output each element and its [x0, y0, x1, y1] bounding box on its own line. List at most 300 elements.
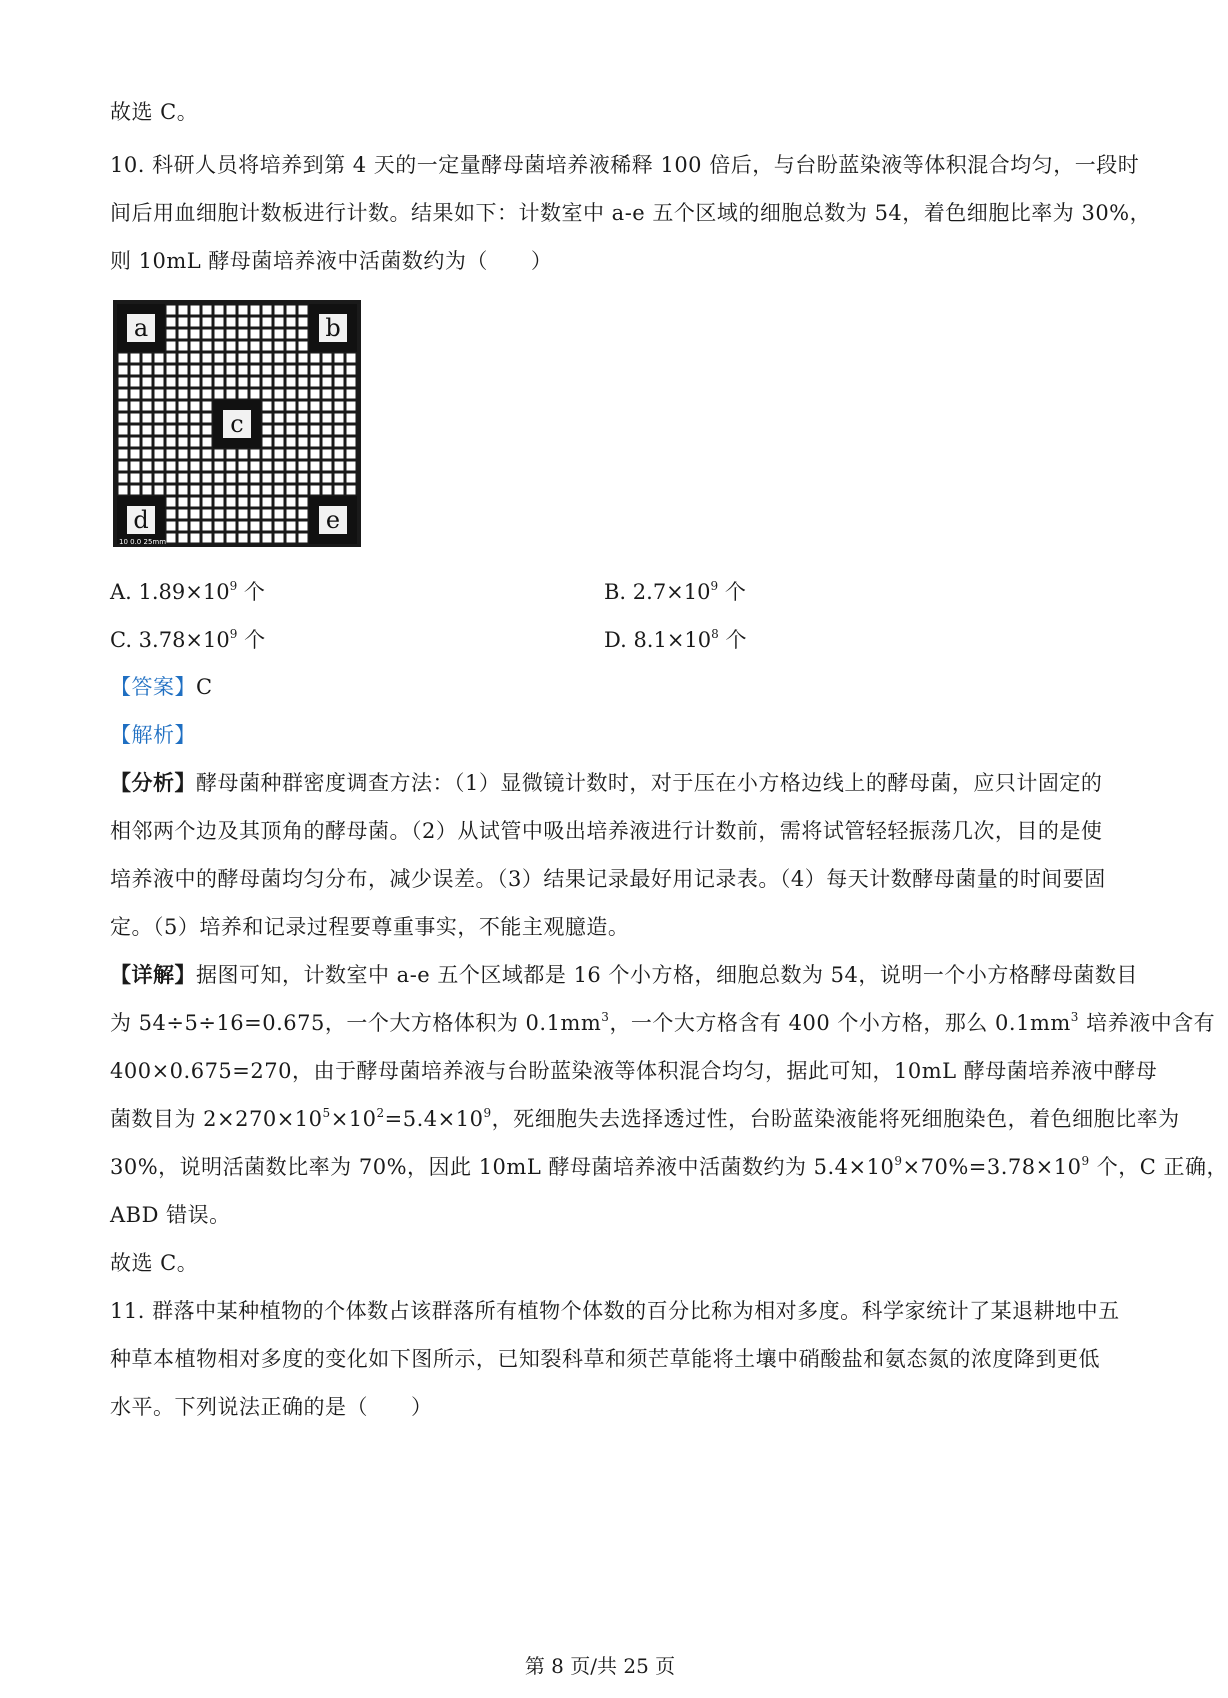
grid-small-square	[311, 462, 320, 471]
grid-small-square	[227, 330, 236, 339]
grid-small-square	[251, 522, 260, 531]
grid-small-square	[239, 366, 248, 375]
grid-small-square	[203, 450, 212, 459]
grid-small-square	[347, 378, 356, 387]
grid-small-square	[143, 474, 152, 483]
page-footer: 第 8 页/共 25 页	[524, 1654, 676, 1678]
grid-small-square	[287, 522, 296, 531]
option-a[interactable]	[110, 577, 265, 607]
grid-small-square	[299, 426, 308, 435]
grid-small-square	[143, 390, 152, 399]
grid-small-square	[215, 342, 224, 351]
grid-small-square	[263, 522, 272, 531]
grid-small-square	[179, 486, 188, 495]
grid-small-square	[131, 378, 140, 387]
grid-small-square	[131, 450, 140, 459]
grid-small-square	[251, 330, 260, 339]
grid-small-square	[119, 366, 128, 375]
grid-small-square	[263, 342, 272, 351]
grid-small-square	[287, 426, 296, 435]
grid-small-square	[275, 318, 284, 327]
grid-small-square	[299, 474, 308, 483]
grid-small-square	[251, 450, 260, 459]
grid-small-square	[299, 438, 308, 447]
xiangjie-text-2c: ，一个大方格含有 400 个小方格，那么 0.1mm	[609, 1011, 1071, 1035]
grid-small-square	[227, 534, 236, 543]
grid-small-square	[131, 414, 140, 423]
grid-small-square	[143, 450, 152, 459]
xiangjie-line-3: 400×0.675=270，由于酵母菌培养液与台盼蓝染液等体积混合均匀，据此可知，10mL 酵母菌培养液中酵母	[110, 1059, 1158, 1083]
grid-small-square	[299, 390, 308, 399]
grid-small-square	[167, 354, 176, 363]
grid-small-square	[203, 342, 212, 351]
grid-small-square	[155, 486, 164, 495]
grid-small-square	[191, 474, 200, 483]
grid-small-square	[311, 414, 320, 423]
analysis-tag: 【解析】	[110, 723, 196, 747]
grid-small-square	[167, 402, 176, 411]
grid-small-square	[179, 402, 188, 411]
grid-small-square	[275, 342, 284, 351]
xiangjie-sup-4f: 9	[483, 1106, 492, 1120]
grid-small-square	[179, 378, 188, 387]
grid-small-square	[275, 474, 284, 483]
option-d-text: D. 8.1×10	[604, 628, 712, 652]
grid-small-square	[239, 342, 248, 351]
grid-small-square	[347, 450, 356, 459]
grid-small-square	[143, 414, 152, 423]
grid-small-square	[119, 450, 128, 459]
grid-small-square	[335, 462, 344, 471]
grid-small-square	[323, 462, 332, 471]
grid-small-square	[131, 474, 140, 483]
grid-small-square	[311, 366, 320, 375]
grid-small-square	[275, 510, 284, 519]
grid-small-square	[203, 354, 212, 363]
xiangjie-line-4	[110, 1104, 1180, 1134]
grid-small-square	[287, 402, 296, 411]
grid-small-square	[119, 414, 128, 423]
grid-small-square	[299, 318, 308, 327]
grid-small-square	[191, 498, 200, 507]
grid-small-square	[191, 522, 200, 531]
grid-small-square	[227, 474, 236, 483]
grid-small-square	[299, 366, 308, 375]
grid-small-square	[179, 390, 188, 399]
grid-small-square	[347, 414, 356, 423]
grid-small-square	[347, 438, 356, 447]
grid-small-square	[227, 378, 236, 387]
counting-region-label-c: c	[230, 410, 244, 438]
grid-small-square	[215, 474, 224, 483]
grid-small-square	[203, 402, 212, 411]
option-b-text: B. 2.7×10	[604, 580, 711, 604]
xiangjie-sup-5b: 9	[894, 1154, 903, 1168]
grid-small-square	[191, 438, 200, 447]
option-c[interactable]	[110, 625, 265, 655]
grid-small-square	[263, 390, 272, 399]
grid-small-square	[119, 462, 128, 471]
grid-small-square	[227, 510, 236, 519]
grid-small-square	[143, 366, 152, 375]
grid-small-square	[167, 450, 176, 459]
grid-small-square	[323, 402, 332, 411]
grid-small-square	[287, 510, 296, 519]
xiangjie-line-1	[110, 960, 1138, 990]
grid-small-square	[227, 354, 236, 363]
grid-small-square	[275, 414, 284, 423]
grid-small-square	[239, 522, 248, 531]
grid-small-square	[323, 450, 332, 459]
grid-small-square	[239, 462, 248, 471]
grid-small-square	[179, 330, 188, 339]
grid-small-square	[131, 438, 140, 447]
fenxi-line-3: 培养液中的酵母菌均匀分布，减少误差。（3）结果记录最好用记录表。（4）每天计数酵母菌量的时间要固	[110, 867, 1106, 891]
grid-small-square	[275, 402, 284, 411]
grid-small-square	[263, 486, 272, 495]
grid-small-square	[287, 498, 296, 507]
grid-small-square	[203, 366, 212, 375]
grid-small-square	[335, 378, 344, 387]
grid-small-square	[239, 378, 248, 387]
grid-small-square	[335, 354, 344, 363]
grid-small-square	[215, 462, 224, 471]
grid-small-square	[263, 450, 272, 459]
grid-small-square	[299, 462, 308, 471]
grid-small-square	[191, 330, 200, 339]
grid-small-square	[167, 378, 176, 387]
grid-small-square	[263, 402, 272, 411]
grid-small-square	[347, 486, 356, 495]
question-11-line-1: 11. 群落中某种植物的个体数占该群落所有植物个体数的百分比称为相对多度。科学家统计了某退耕地中五	[110, 1299, 1120, 1323]
xiangjie-text-5c: ×70%=3.78×10	[902, 1155, 1082, 1179]
grid-small-square	[131, 366, 140, 375]
grid-small-square	[203, 390, 212, 399]
grid-small-square	[287, 330, 296, 339]
grid-small-square	[275, 330, 284, 339]
xiangjie-sup-5d: 9	[1081, 1154, 1090, 1168]
grid-small-square	[251, 390, 260, 399]
grid-small-square	[227, 462, 236, 471]
grid-small-square	[287, 366, 296, 375]
answer-tag: 【答案】	[110, 675, 196, 699]
grid-small-square	[191, 510, 200, 519]
grid-small-square	[167, 318, 176, 327]
grid-small-square	[275, 498, 284, 507]
grid-small-square	[323, 474, 332, 483]
grid-small-square	[251, 342, 260, 351]
grid-small-square	[299, 498, 308, 507]
grid-small-square	[227, 366, 236, 375]
grid-small-square	[287, 450, 296, 459]
xiangjie-line-5	[110, 1152, 1228, 1182]
grid-small-square	[203, 522, 212, 531]
grid-small-square	[335, 414, 344, 423]
grid-small-square	[311, 474, 320, 483]
fenxi-tag: 【分析】	[110, 770, 196, 795]
grid-small-square	[239, 450, 248, 459]
grid-small-square	[251, 474, 260, 483]
grid-small-square	[155, 426, 164, 435]
grid-small-square	[203, 534, 212, 543]
grid-small-square	[155, 378, 164, 387]
grid-small-square	[119, 378, 128, 387]
grid-small-square	[275, 354, 284, 363]
grid-small-square	[239, 330, 248, 339]
grid-small-square	[179, 462, 188, 471]
question-10-line-2: 间后用血细胞计数板进行计数。结果如下：计数室中 a-e 五个区域的细胞总数为 54，着色细胞比率为 30%，	[110, 201, 1152, 225]
grid-small-square	[119, 426, 128, 435]
grid-small-square	[287, 438, 296, 447]
grid-small-square	[251, 366, 260, 375]
grid-small-square	[287, 342, 296, 351]
grid-small-square	[179, 438, 188, 447]
grid-small-square	[347, 402, 356, 411]
grid-small-square	[227, 318, 236, 327]
grid-small-square	[143, 462, 152, 471]
grid-small-square	[347, 426, 356, 435]
grid-small-square	[203, 330, 212, 339]
grid-small-square	[263, 474, 272, 483]
grid-small-square	[299, 354, 308, 363]
grid-small-square	[119, 354, 128, 363]
grid-small-square	[131, 402, 140, 411]
grid-small-square	[263, 306, 272, 315]
grid-small-square	[191, 450, 200, 459]
grid-small-square	[299, 342, 308, 351]
grid-small-square	[203, 426, 212, 435]
grid-small-square	[179, 426, 188, 435]
grid-small-square	[143, 438, 152, 447]
xiangjie-text-1: 据图可知，计数室中 a-e 五个区域都是 16 个小方格，细胞总数为 54，说明一个小方格酵母菌数目	[196, 963, 1138, 987]
option-d-exponent: 8	[711, 627, 719, 641]
grid-small-square	[263, 366, 272, 375]
grid-small-square	[215, 366, 224, 375]
grid-small-square	[323, 486, 332, 495]
grid-small-square	[155, 450, 164, 459]
grid-small-square	[203, 306, 212, 315]
grid-small-square	[155, 354, 164, 363]
grid-small-square	[191, 534, 200, 543]
fenxi-line-2: 相邻两个边及其顶角的酵母菌。（2）从试管中吸出培养液进行计数前，需将试管轻轻振荡几次，目的是使	[110, 819, 1103, 843]
grid-small-square	[191, 366, 200, 375]
grid-small-square	[155, 438, 164, 447]
grid-small-square	[347, 462, 356, 471]
grid-small-square	[263, 462, 272, 471]
grid-small-square	[203, 510, 212, 519]
grid-small-square	[143, 486, 152, 495]
grid-small-square	[335, 474, 344, 483]
grid-small-square	[215, 486, 224, 495]
fenxi-text-1: 酵母菌种群密度调查方法：（1）显微镜计数时，对于压在小方格边线上的酵母菌，应只计固定的	[196, 771, 1103, 795]
grid-small-square	[275, 522, 284, 531]
grid-small-square	[239, 534, 248, 543]
grid-small-square	[335, 438, 344, 447]
grid-small-square	[335, 450, 344, 459]
grid-small-square	[251, 378, 260, 387]
grid-small-square	[251, 462, 260, 471]
grid-small-square	[143, 378, 152, 387]
grid-small-square	[239, 486, 248, 495]
grid-small-square	[263, 438, 272, 447]
grid-small-square	[191, 390, 200, 399]
grid-small-square	[263, 534, 272, 543]
grid-small-square	[287, 414, 296, 423]
grid-small-square	[167, 426, 176, 435]
grid-small-square	[215, 330, 224, 339]
option-c-unit: 个	[237, 628, 266, 652]
option-a-exponent: 9	[229, 579, 238, 593]
grid-small-square	[131, 354, 140, 363]
grid-small-square	[287, 390, 296, 399]
xiangjie-text-5a: 30%，说明活菌数比率为 70%，因此 10mL 酵母菌培养液中活菌数约为 5.4×10	[110, 1155, 895, 1179]
grid-small-square	[323, 366, 332, 375]
grid-small-square	[347, 366, 356, 375]
option-b-unit: 个	[718, 580, 746, 604]
grid-small-square	[155, 414, 164, 423]
grid-small-square	[311, 402, 320, 411]
answer-value: C	[196, 675, 213, 699]
hemocytometer-grid-figure	[113, 300, 361, 547]
grid-small-square	[215, 510, 224, 519]
grid-small-square	[263, 354, 272, 363]
grid-small-square	[179, 318, 188, 327]
counting-region-label-a: a	[133, 314, 149, 342]
grid-small-square	[179, 498, 188, 507]
grid-small-square	[239, 498, 248, 507]
grid-small-square	[239, 474, 248, 483]
option-b[interactable]	[604, 577, 746, 607]
grid-small-square	[191, 354, 200, 363]
grid-small-square	[299, 414, 308, 423]
option-d-unit: 个	[718, 628, 747, 652]
grid-small-square	[131, 486, 140, 495]
xiangjie-line-2	[110, 1008, 1216, 1038]
grid-small-square	[323, 390, 332, 399]
grid-small-square	[203, 414, 212, 423]
grid-small-square	[263, 318, 272, 327]
grid-small-square	[167, 498, 176, 507]
grid-small-square	[227, 390, 236, 399]
grid-small-square	[263, 498, 272, 507]
fenxi-line-1	[110, 768, 1103, 798]
grid-small-square	[167, 342, 176, 351]
option-b-exponent: 9	[710, 579, 719, 593]
xiangjie-text-5e: 个，C 正确，	[1089, 1155, 1228, 1179]
grid-small-square	[287, 462, 296, 471]
grid-small-square	[227, 306, 236, 315]
grid-small-square	[323, 378, 332, 387]
grid-small-square	[299, 330, 308, 339]
grid-small-square	[335, 486, 344, 495]
grid-small-square	[131, 426, 140, 435]
grid-small-square	[215, 354, 224, 363]
grid-small-square	[311, 450, 320, 459]
grid-small-square	[191, 486, 200, 495]
grid-small-square	[251, 318, 260, 327]
grid-small-square	[155, 462, 164, 471]
counting-region-label-d: d	[133, 506, 149, 534]
grid-small-square	[275, 450, 284, 459]
grid-small-square	[335, 402, 344, 411]
grid-small-square	[239, 306, 248, 315]
grid-small-square	[203, 474, 212, 483]
grid-small-square	[299, 510, 308, 519]
fenxi-line-4: 定。（5）培养和记录过程要尊重事实，不能主观臆造。	[110, 915, 630, 939]
grid-small-square	[191, 318, 200, 327]
grid-small-square	[347, 474, 356, 483]
xiangjie-text-4g: ，死细胞失去选择透过性，台盼蓝染液能将死细胞染色，着色细胞比率为	[491, 1107, 1180, 1131]
grid-small-square	[263, 510, 272, 519]
grid-small-square	[179, 342, 188, 351]
counting-region-label-b: b	[325, 314, 341, 342]
xiangjie-sup-4b: 5	[322, 1106, 331, 1120]
grid-small-square	[275, 306, 284, 315]
grid-small-square	[215, 378, 224, 387]
grid-small-square	[203, 462, 212, 471]
grid-small-square	[287, 378, 296, 387]
xiangjie-tag: 【详解】	[110, 962, 196, 987]
grid-small-square	[167, 414, 176, 423]
grid-small-square	[287, 534, 296, 543]
grid-small-square	[299, 486, 308, 495]
grid-small-square	[167, 534, 176, 543]
grid-small-square	[143, 426, 152, 435]
grid-small-square	[179, 474, 188, 483]
grid-small-square	[203, 438, 212, 447]
grid-small-square	[179, 366, 188, 375]
grid-small-square	[311, 378, 320, 387]
grid-small-square	[347, 354, 356, 363]
grid-small-square	[167, 438, 176, 447]
xiangjie-sup-2d: 3	[1070, 1010, 1079, 1024]
option-a-unit: 个	[237, 580, 265, 604]
grid-small-square	[179, 534, 188, 543]
grid-small-square	[143, 402, 152, 411]
xiangjie-sup-2b: 3	[601, 1010, 610, 1024]
grid-small-square	[311, 354, 320, 363]
option-d[interactable]	[604, 625, 746, 655]
grid-corner-mark: 10 0.0 25mm	[119, 538, 167, 546]
xiangjie-text-4a: 菌数目为 2×270×10	[110, 1107, 323, 1131]
grid-small-square	[191, 378, 200, 387]
grid-small-square	[215, 318, 224, 327]
grid-small-square	[275, 390, 284, 399]
grid-small-square	[275, 426, 284, 435]
grid-small-square	[191, 342, 200, 351]
grid-small-square	[227, 522, 236, 531]
grid-small-square	[311, 390, 320, 399]
grid-small-square	[203, 498, 212, 507]
grid-small-square	[287, 486, 296, 495]
grid-small-square	[119, 438, 128, 447]
grid-small-square	[203, 378, 212, 387]
grid-small-square	[275, 486, 284, 495]
grid-small-square	[263, 414, 272, 423]
grid-small-square	[179, 354, 188, 363]
grid-small-square	[215, 522, 224, 531]
grid-small-square	[287, 306, 296, 315]
grid-small-square	[251, 498, 260, 507]
xiangjie-text-4c: ×10	[330, 1107, 377, 1131]
grid-small-square	[191, 462, 200, 471]
grid-small-square	[323, 426, 332, 435]
grid-small-square	[227, 342, 236, 351]
grid-small-square	[335, 366, 344, 375]
grid-small-square	[335, 426, 344, 435]
option-c-exponent: 9	[229, 627, 238, 641]
grid-small-square	[131, 462, 140, 471]
